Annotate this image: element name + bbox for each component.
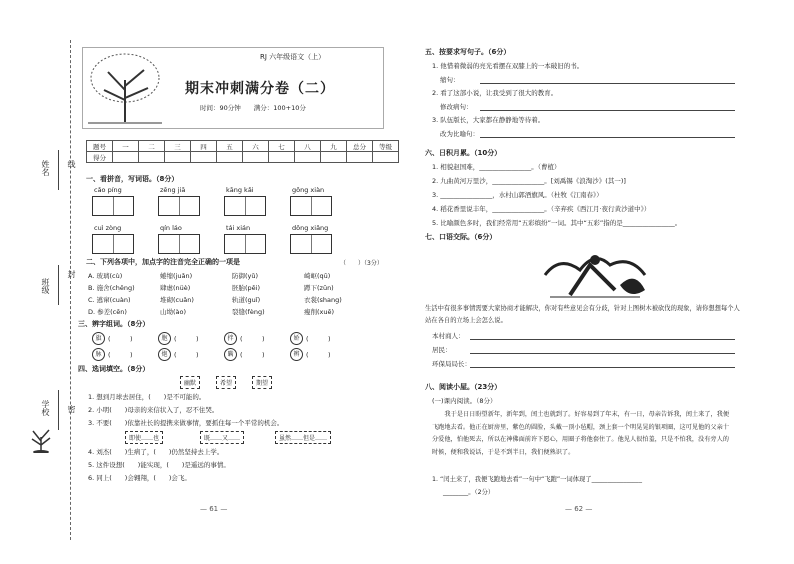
word-option: 即使……也	[125, 431, 163, 444]
grid-cell	[225, 197, 246, 215]
fill-sentence: 5. 这件设想( )能实现，( )是遥远的事情。	[88, 461, 230, 469]
class-label: 班级	[41, 278, 50, 294]
section5-title: 五、按要求写句子。（6分）	[425, 48, 511, 56]
grid-cell	[114, 197, 134, 215]
option-text: 胚胎(pēi)	[232, 284, 261, 292]
option-text: A. 玻璃(cù)	[88, 272, 123, 280]
score-header-cell: 五	[217, 141, 243, 152]
tree-cutting-illustration	[540, 245, 650, 300]
option-text: 衣裳(shang)	[304, 296, 342, 304]
score-cell	[269, 152, 295, 163]
fill-sentence: 1. 想到月球去居住，( )是不可能的。	[88, 393, 206, 401]
option-text: 裂缝(fèng)	[232, 308, 265, 316]
poem-question: 5. 比喻颜色多时，我们经常用“五彩缤纷”一词。其中“五彩”指的是________________。	[432, 219, 682, 227]
pinyin-text: cuì zòng	[94, 224, 122, 232]
blank-paren: ( )	[306, 351, 331, 359]
reading-passage: 我于是日日盼望新年，新年到，闰土也就到了。好容易到了年末，有一日，母亲告诉我，闰土来了，我便飞跑地去看。他正在厨房里，紫色的圆脸，头戴一顶小毡帽，颈上套一个明晃晃的银项圈，这可见他的父亲十分爱他，怕他死去，所以在神佛面前许下愿心，用圈子将他套住了。他见人很怕羞，只是不怕我，没有旁人的时候，便和我说话，于是不到半日，我们便熟识了。	[432, 411, 730, 456]
score-header-cell: 七	[269, 141, 295, 152]
fill-sentence: 2. 小明( )母亲的来信状入了，忍不住哭。	[88, 406, 219, 414]
tianzige-box	[92, 234, 134, 254]
seal-char: 封	[67, 270, 76, 278]
score-cell	[373, 152, 399, 163]
option-text: 崎岖(qū)	[304, 272, 331, 280]
line-char: 线	[67, 160, 76, 168]
score-header-cell: 等级	[373, 141, 399, 152]
tree-illustration	[86, 50, 164, 126]
page-number-right: — 62 —	[565, 505, 593, 513]
option-text: D. 参差(cēn)	[88, 308, 127, 316]
tianzige-box	[158, 196, 200, 216]
sentence-task: 3. 队伍版长，大家都在静静地等待着。	[432, 116, 545, 124]
blank-paren: ( )	[174, 351, 199, 359]
page-number-left: — 61 —	[200, 505, 228, 513]
grid-cell	[93, 197, 114, 215]
grid-cell	[159, 235, 180, 253]
role-label: 居民：	[432, 346, 452, 354]
char-circle: 旗	[92, 332, 105, 345]
option-text: 堆砌(cuǎn)	[160, 296, 194, 304]
pinyin-text: tái xián	[226, 224, 251, 232]
reading-question-1-end: ________。（2分）	[443, 489, 495, 496]
char-circle: 辨	[290, 348, 303, 361]
exam-time: 时间：90分钟 满分：100+10分	[200, 104, 306, 112]
score-cell	[113, 152, 139, 163]
blank-paren: ( )	[240, 351, 265, 359]
poem-question: 1. 相貌赵国难，________________。（曹植）	[432, 163, 561, 171]
option-text: 肆虐(nüè)	[160, 284, 191, 292]
score-header-cell: 一	[113, 141, 139, 152]
grid-cell	[114, 235, 134, 253]
school-line	[58, 390, 59, 430]
option-text: 防御(yǔ)	[232, 272, 259, 280]
pinyin-text: qín láo	[160, 224, 182, 232]
word-option: 期望	[252, 376, 272, 389]
grid-cell	[246, 197, 266, 215]
blank-paren: ( )	[174, 335, 199, 343]
char-circle: 炮	[158, 348, 171, 361]
sentence-task: 改为比喻句：	[440, 129, 479, 138]
plant-illustration	[28, 425, 54, 453]
score-header-cell: 九	[321, 141, 347, 152]
pinyin-text: kāng kǎi	[226, 186, 254, 194]
score-table	[86, 140, 399, 163]
dense-char: 密	[67, 405, 76, 413]
section2-title: 二、下列各项中，加点字的注音完全正确的一项是	[86, 258, 240, 266]
grid-cell	[312, 235, 332, 253]
answer-line	[480, 137, 735, 138]
score-header-cell: 二	[139, 141, 165, 152]
option-text: 蹲下(zūn)	[304, 284, 334, 292]
tianzige-box	[92, 196, 134, 216]
score-cell	[295, 152, 321, 163]
section8-title: 八、阅读小屋。（23分）	[425, 383, 502, 391]
score-header-cell: 总分	[347, 141, 373, 152]
grid-cell	[180, 197, 200, 215]
word-option: 既……又……	[200, 431, 244, 444]
option-text: C. 逃窜(cuàn)	[88, 296, 131, 304]
fill-sentence: 4. 刘杰( )生病了，( )仍然坚持去上学。	[88, 448, 224, 456]
blank-paren: ( )	[108, 335, 133, 343]
school-label: 学校	[41, 400, 50, 416]
role-label: 环保局局长：	[432, 360, 471, 368]
score-cell	[217, 152, 243, 163]
section3-title: 三、辨字组词。（8分）	[78, 320, 150, 328]
char-circle: 脉	[92, 348, 105, 361]
tianzige-box	[290, 196, 332, 216]
blank-paren: ( )	[306, 335, 331, 343]
score-cell: 得分	[87, 152, 113, 163]
poem-question: 2. 九曲黄河万里沙，________________。[刘禹锡《浪淘沙》(其一)]	[432, 177, 626, 185]
role-label: 本村商人：	[432, 332, 465, 340]
class-line	[58, 265, 59, 305]
score-header-cell: 题号	[87, 141, 113, 152]
sentence-task: 2. 看了这部小说，让我受到了很大的教育。	[432, 89, 558, 97]
section2-score: （ ）（3分）	[340, 260, 383, 267]
tianzige-box	[224, 196, 266, 216]
poem-question: 3. ________________，水村山郭酒旗风。（杜牧《江南春》）	[432, 191, 603, 199]
answer-line	[470, 367, 735, 368]
grid-cell	[291, 197, 312, 215]
section6-title: 六、日积月累。（10分）	[425, 149, 502, 157]
option-text: 山坳(ào)	[160, 308, 187, 316]
reading-question-1: 1. “闰土来了，我便飞跑地去看”一句中“飞跑”一词体现了________________	[432, 476, 642, 483]
grid-cell	[180, 235, 200, 253]
name-label: 姓名	[41, 160, 50, 176]
char-circle: 胞	[158, 332, 171, 345]
tianzige-box	[224, 234, 266, 254]
word-option: 希望	[216, 376, 236, 389]
grid-cell	[225, 235, 246, 253]
pinyin-text: zēng jiā	[160, 186, 186, 194]
sentence-task: 修改病句：	[440, 102, 473, 111]
sentence-task: 1. 他惜着微弱的亮光看摆在双膝上的一本破旧的书。	[432, 62, 584, 70]
grid-cell	[312, 197, 332, 215]
binding-dash-line	[70, 40, 71, 540]
score-cell	[347, 152, 373, 163]
score-cell	[243, 152, 269, 163]
pinyin-text: gōng xiàn	[292, 186, 325, 194]
blank-paren: ( )	[108, 351, 133, 359]
option-text: 轨道(guǐ)	[232, 296, 261, 304]
score-cell	[191, 152, 217, 163]
word-option: 幽默	[180, 376, 200, 389]
score-cell	[139, 152, 165, 163]
char-circle: 瞒	[224, 348, 237, 361]
char-circle: 娇	[290, 332, 303, 345]
fill-sentence: 3. 不要( )依靠社长的提携来做事情，要抓住每一个平常的机会。	[88, 419, 284, 427]
pinyin-text: cǎo píng	[94, 186, 122, 194]
answer-line	[470, 353, 735, 354]
section8-subtitle: (一)课内阅读。（8分）	[432, 397, 497, 405]
pinyin-text: dōng xiǎng	[292, 224, 329, 232]
grid-cell	[291, 235, 312, 253]
answer-line	[470, 339, 735, 340]
grade-label: RJ 六年级语文（上）	[260, 53, 326, 61]
tianzige-box	[290, 234, 332, 254]
score-header-cell: 四	[191, 141, 217, 152]
fill-sentence: 6. 同上( )会翱翔，( )会飞。	[88, 474, 191, 482]
answer-line	[480, 83, 735, 84]
grid-cell	[93, 235, 114, 253]
answer-line	[480, 110, 735, 111]
blank-paren: ( )	[240, 335, 265, 343]
section7-prompt: 生活中有很多事情需要大家协商才能解决，你对有些意见会有分歧，针对上图树木被砍伐的现象，请你想想每个人站在各自的立场上会怎么说。	[425, 305, 740, 324]
option-text: 瘦削(xuē)	[304, 308, 335, 316]
section1-title: 一、看拼音，写词语。（8分）	[86, 175, 179, 183]
grid-cell	[246, 235, 266, 253]
option-text: 蜷缩(juǎn)	[160, 272, 193, 280]
score-cell	[321, 152, 347, 163]
page-title: 期末冲刺满分卷（二）	[185, 81, 335, 97]
score-header-cell: 八	[295, 141, 321, 152]
section4-title: 四、选词填空。（8分）	[78, 365, 150, 373]
option-text: B. 施舍(chěng)	[88, 284, 135, 292]
char-circle: 拌	[224, 332, 237, 345]
word-option: 虽然……但是……	[275, 431, 331, 444]
name-line	[58, 150, 59, 190]
tianzige-box	[158, 234, 200, 254]
poem-question: 4. 稻花香里说丰年，________________。（辛弃疾《西江月·夜行黄沙道中》）	[432, 205, 651, 213]
grid-cell	[159, 197, 180, 215]
score-header-cell: 六	[243, 141, 269, 152]
score-header-cell: 三	[165, 141, 191, 152]
section7-title: 七、口语交际。（6分）	[425, 233, 497, 241]
sentence-task: 缩句：	[440, 75, 460, 84]
score-cell	[165, 152, 191, 163]
